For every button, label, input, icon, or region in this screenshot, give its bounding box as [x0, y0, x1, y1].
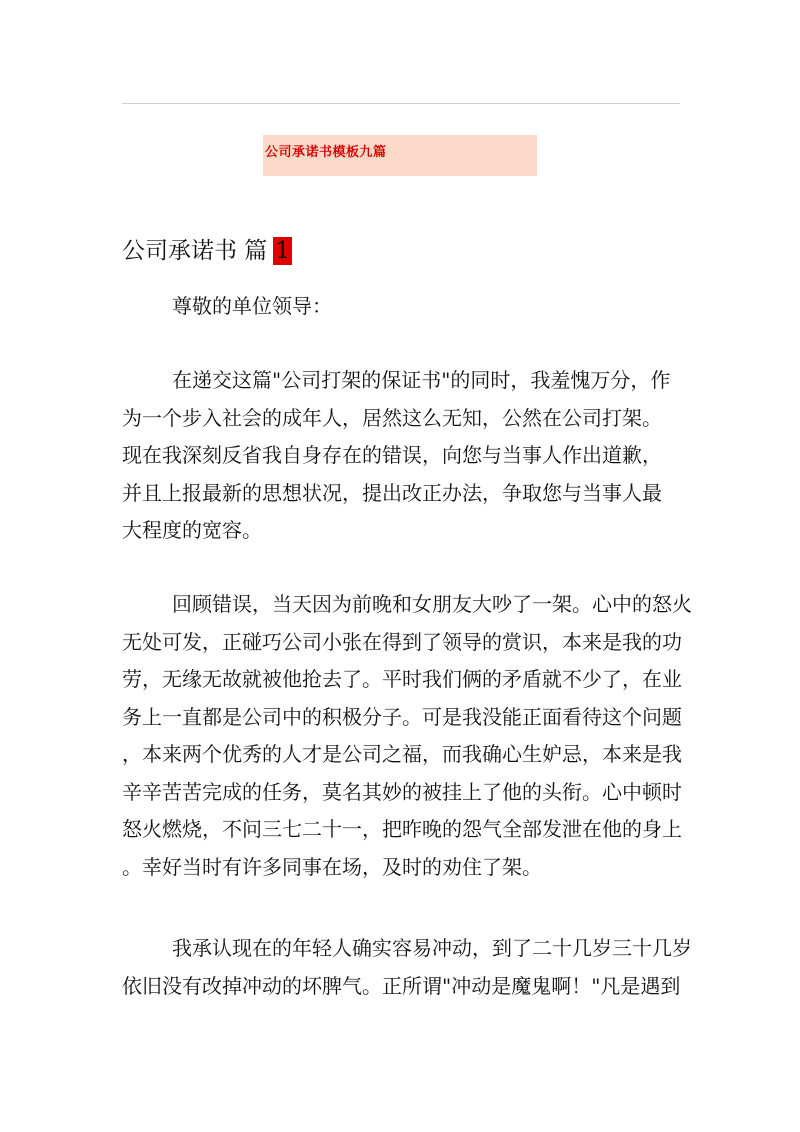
salutation-text: 尊敬的单位领导：	[172, 294, 332, 318]
document-title-banner	[263, 135, 537, 176]
paragraph-line: ，本来两个优秀的人才是公司之福，而我确心生妒忌，本来是我	[122, 742, 682, 766]
paragraph-line: 辛辛苦苦完成的任务，莫名其妙的被挂上了他的头衔。心中顿时	[122, 779, 682, 804]
paragraph-line: 。幸好当时有许多同事在场，及时的劝住了架。	[122, 854, 542, 879]
paragraph-1	[122, 362, 692, 550]
section-heading	[122, 236, 292, 266]
paragraph-line: 无处可发，正碰巧公司小张在得到了领导的赏识，本来是我的功	[122, 629, 682, 654]
paragraph-line: 务上一直都是公司中的积极分子。可是我没能正面看待这个问题	[122, 704, 682, 729]
paragraph-line: 依旧没有改掉冲动的坏脾气。正所谓"冲动是魔鬼啊！"凡是遇到	[122, 973, 681, 998]
paragraph-line: 在递交这篇"公司打架的保证书"的同时，我羞愧万分，作	[172, 368, 671, 392]
top-divider	[122, 103, 680, 104]
document-title: 公司承诺书模板九篇	[265, 145, 387, 160]
paragraph-line: 我承认现在的年轻人确实容易冲动，到了二十几岁三十几岁	[172, 936, 692, 960]
paragraph-line: 怒火燃烧，不问三七二十一，把昨晚的怨气全部发泄在他的身上	[122, 817, 682, 841]
paragraph-line: 为一个步入社会的成年人，居然这么无知，公然在公司打架。	[122, 405, 662, 430]
paragraph-3	[122, 930, 692, 1005]
paragraph-line: 回顾错误，当天因为前晚和女朋友大吵了一架。心中的怒火	[172, 592, 692, 616]
section-heading-text: 公司承诺书 篇	[122, 238, 268, 264]
section-number-badge: 1	[275, 238, 290, 264]
paragraph-line: 并且上报最新的思想状况，提出改正办法，争取您与当事人最	[122, 480, 662, 505]
paragraph-line: 大程度的宽容。	[122, 518, 262, 542]
salutation	[122, 288, 692, 326]
paragraph-line: 劳，无缘无故就被他抢去了。平时我们俩的矛盾就不少了，在业	[122, 667, 682, 691]
paragraph-2	[122, 586, 692, 886]
paragraph-line: 现在我深刻反省我自身存在的错误，向您与当事人作出道歉，	[122, 443, 662, 467]
